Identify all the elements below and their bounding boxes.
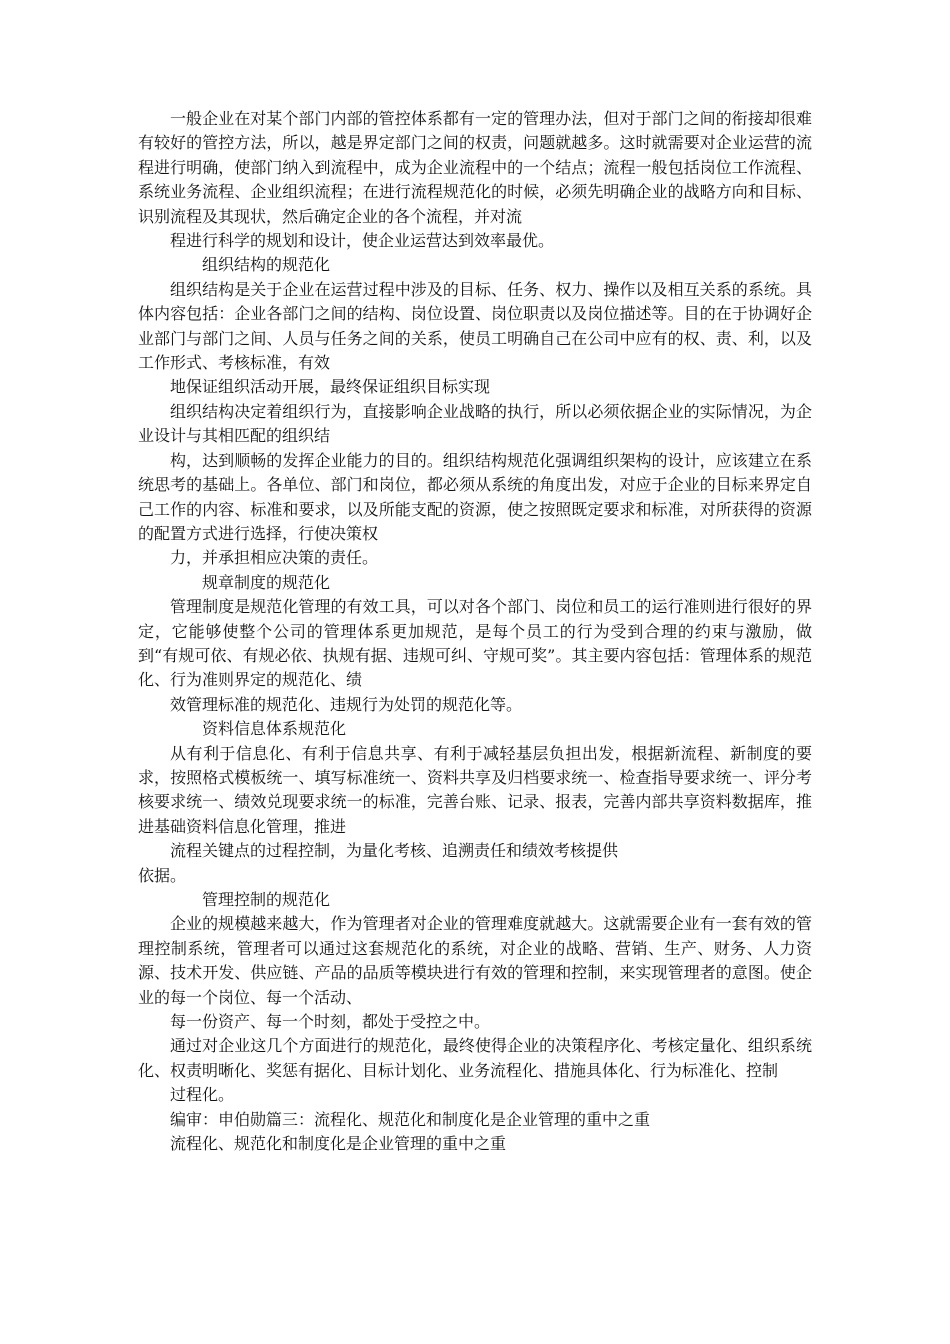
paragraph-continuation: 过程化。 xyxy=(170,1085,235,1105)
paragraph-continuation: 地保证组织活动开展，最终保证组织目标实现 xyxy=(170,377,491,397)
paragraph-org-design: 构，达到顺畅的发挥企业能力的目的。组织结构规范化强调组织架构的设计，应该建立在系统思考的基础上。各单位、部门和岗位，都必须从系统的角度出发，对应于企业的目标来界定自己工作的内容、标准和要求，以及所能支配的资源，使之按照既定要求和标准，对所获得的资源的配置方式进行选择，行使决策权 xyxy=(138,450,812,543)
closing-title: 流程化、规范化和制度化是企业管理的重中之重 xyxy=(170,1134,507,1154)
paragraph-management-control: 企业的规模越来越大，作为管理者对企业的管理难度就越大。这就需要企业有一套有效的管理控制系统，管理者可以通过这套规范化的系统，对企业的战略、营销、生产、财务、人力资源、技术开发、供应链、产品的品质等模块进行有效的管理和控制，来实现管理者的意图。使企业的每一个岗位、每一个活动、 xyxy=(138,914,812,1007)
paragraph-continuation: 力，并承担相应决策的责任。 xyxy=(170,548,379,568)
paragraph-continuation: 效管理标准的规范化、违规行为处罚的规范化等。 xyxy=(170,694,523,714)
section-heading-rules: 规章制度的规范化 xyxy=(202,572,331,592)
section-heading-org-structure: 组织结构的规范化 xyxy=(202,255,331,275)
paragraph-summary: 通过对企业这几个方面进行的规范化，最终使得企业的决策程序化、考核定量化、组织系统化、权责明晰化、奖惩有据化、目标计划化、业务流程化、措施具体化、行为标准化、控制 xyxy=(138,1036,812,1080)
document-body xyxy=(138,107,812,1156)
paragraph-continuation: 流程关键点的过程控制，为量化考核、追溯责任和绩效考核提供 xyxy=(170,841,619,861)
paragraph-rules: 管理制度是规范化管理的有效工具，可以对各个部门、岗位和员工的运行准则进行很好的界定，它能够使整个公司的管理体系更加规范，是每个员工的行为受到合理的约束与激励，做到“有规可依、有规必依、执规有据、违规可纠、守规可奖”。其主要内容包括：管理体系的规范化、行为准则界定的规范化、绩 xyxy=(138,597,812,690)
paragraph-org-structure: 组织结构是关于企业在运营过程中涉及的目标、任务、权力、操作以及相互关系的系统。具体内容包括：企业各部门之间的结构、岗位设置、岗位职责以及岗位描述等。目的在于协调好企业部门与部门之间、人员与任务之间的关系，使员工明确自己在公司中应有的权、责、利，以及工作形式、考核标准，有效 xyxy=(138,279,812,373)
paragraph-info-system: 从有利于信息化、有利于信息共享、有利于减轻基层负担出发，根据新流程、新制度的要求，按照格式模板统一、填写标准统一、资料共享及归档要求统一、检查指导要求统一、评分考核要求统一、绩效兑现要求统一的标准，完善台账、记录、报表，完善内部共享资料数据库，推进基础资料信息化管理，推进 xyxy=(138,743,812,836)
paragraph-org-behavior: 组织结构决定着组织行为，直接影响企业战略的执行，所以必须依据企业的实际情况，为企业设计与其相匹配的组织结 xyxy=(138,401,812,446)
section-heading-management-control: 管理控制的规范化 xyxy=(202,890,331,909)
section-heading-info-system: 资料信息体系规范化 xyxy=(202,719,347,739)
paragraph-continuation: 程进行科学的规划和设计，使企业运营达到效率最优。 xyxy=(170,231,555,251)
paragraph-continuation: 每一份资产、每一个时刻，都处于受控之中。 xyxy=(170,1012,491,1032)
editor-line: 编审：申伯勋篇三：流程化、规范化和制度化是企业管理的重中之重 xyxy=(170,1109,651,1129)
paragraph-continuation: 依据。 xyxy=(138,865,187,885)
paragraph-process-standardization: 一般企业在对某个部门内部的管控体系都有一定的管理办法，但对于部门之间的衔接却很难有较好的管控方法，所以，越是界定部门之间的权责，问题就越多。这时就需要对企业运营的流程进行明确，使部门纳入到流程中，成为企业流程中的一个结点；流程一般包括岗位工作流程、系统业务流程、企业组织流程；在进行流程规范化的时候，必须先明确企业的战略方向和目标、识别流程及其现状，然后确定企业的各个流程，并对流 xyxy=(138,109,812,226)
